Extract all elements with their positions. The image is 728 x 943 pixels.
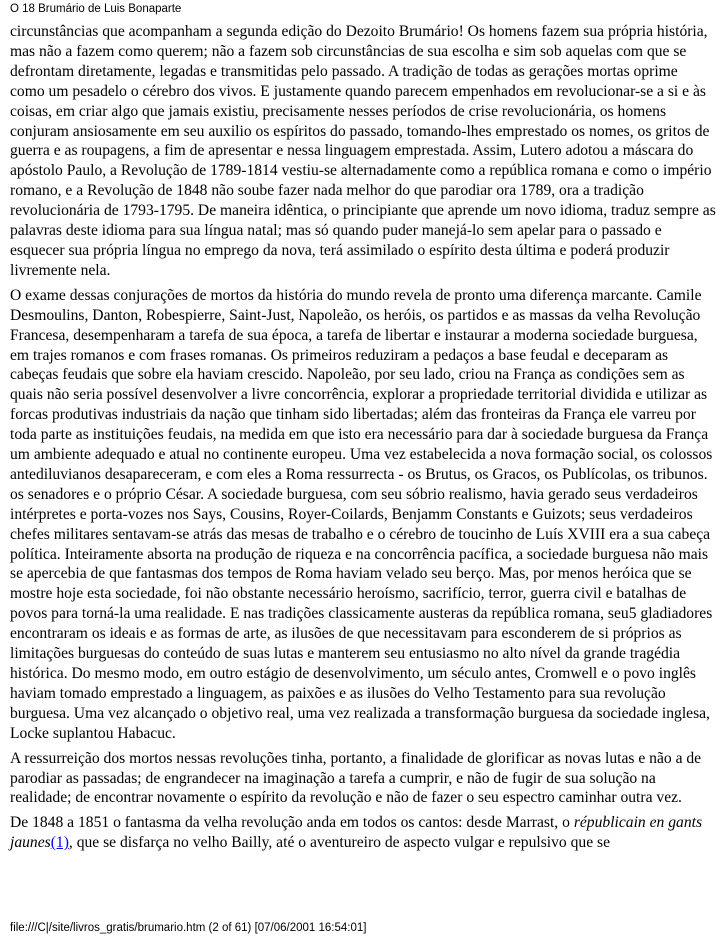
paragraph-4 — [10, 813, 716, 853]
document-body — [10, 22, 716, 858]
page-header-title: O 18 Brumário de Luis Bonaparte — [10, 3, 182, 15]
paragraph-4-italic-phrase: républicain en gants jaunes — [10, 814, 703, 852]
paragraph-4-text-end: , que se disfarça no velho Bailly, até o aventureiro de aspecto vulgar e repulsivo que se — [68, 834, 611, 852]
paragraph-4-text-start: De 1848 a 1851 o fantasma da velha revolução anda em todos os cantos: desde Marrast, o — [10, 814, 574, 832]
page-footer-url: file:///C|/site/livros_gratis/brumario.htm (2 of 61) [07/06/2001 16:54:01] — [10, 922, 367, 934]
paragraph-3: A ressurreição dos mortos nessas revoluções tinha, portanto, a finalidade de glorificar as novas lutas e não a de parodiar as passadas; de engrandecer na imaginação a tarefa a cumprir, e não de fugir de sua solução na realidade; de encontrar novamente o espírito da revolução e não de fazer o seu espectro caminhar outra vez. — [10, 749, 702, 807]
paragraph-1: circunstâncias que acompanham a segunda edição do Dezoito Brumário! Os homens fazem sua própria história, mas não a fazem como querem; não a fazem sob circunstâncias de sua escolha e sim sob aquelas com que se defrontam diretamente, legadas e transmitidas pelo passado. A tradição de todas as gerações mortas oprime como um pesadelo o cérebro dos vivos. E justamente quando parecem empenhados em revolucionar-se a si e às coisas, em criar algo que jamais existiu, precisamente nesses períodos de crise revolucionária, os homens conjuram ansiosamente em seu auxilio os espíritos do passado, tomando-lhes emprestado os nomes, os gritos de guerra e as roupagens, a fim de apresentar e nessa linguagem emprestada. Assim, Lutero adotou a máscara do apóstolo Paulo, a Revolução de 1789-1814 vestiu-se alternadamente como a república romana e como o império romano, e a Revolução de 1848 não soube fazer nada melhor do que parodiar ora 1789, ora a tradição revolucionária de 1793-1795. De maneira idêntica, o principiante que aprende um novo idioma, traduz sempre as palavras deste idioma para sua língua natal; mas só quando puder manejá-lo sem apelar para o passado e esquecer sua própria língua no emprego da nova, terá assimilado o espírito desta última e poderá produzir livremente nela. — [10, 23, 716, 279]
footnote-link-1[interactable]: (1) — [50, 834, 69, 852]
paragraph-2: O exame dessas conjurações de mortos da história do mundo revela de pronto uma diferença marcante. Camile Desmoulins, Danton, Robespierre, Saint-Just, Napoleão, os heróis, os partidos e as massas da velha Revolução Francesa, desempenharam a tarefa de sua época, a tarefa de libertar e instaurar a moderna sociedade burguesa, em trajes romanos e com frases romanas. Os primeiros reduziram a pedaços a base feudal e deceparam as cabeças feudais que sobre ela haviam crescido. Napoleão, por seu lado, criou na França as condições sem as quais não seria possível desenvolver a livre concorrência, explorar a propriedade territorial dividida e utilizar as forcas produtivas industriais da nação que tinham sido libertadas; além das fronteiras da França ele varreu por toda parte as instituições feudais, na medida em que isto era necessário para dar à sociedade burguesa da França um ambiente adequado e atual no continente europeu. Uma vez estabelecida a nova formação social, os colossos antediluvianos desapareceram, e com eles a Roma ressurrecta - os Brutus, os Gracos, os Publícolas, os tribunos. os senadores e o próprio César. A sociedade burguesa, com seu sóbrio realismo, havia gerado seus verdadeiros intérpretes e porta-vozes nos Says, Cousins, Royer-Coilards, Benjamm Constants e Guizots; seus verdadeiros chefes militares sentavam-se atrás das mesas de trabalho e o cérebro de toucinho de Luís XVIII era a sua cabeça política. Inteiramente absorta na produção de riqueza e na concorrência pacífica, a sociedade burguesa não mais se apercebia de que fantasmas dos tempos de Roma haviam velado seu berço. Mas, por menos heróica que se mostre hoje esta sociedade, foi não obstante necessário heroísmo, sacrifício, terror, guerra civil e batalhas de povos para torná-la uma realidade. E nas tradições classicamente austeras da república romana, seu5 gladiadores encontraram os ideais e as formas de arte, as ilusões de que necessitavam para esconderem de si próprios as limitações burguesas do conteúdo de suas lutas e manterem seu entusiasmo no alto nível da grande tragédia histórica. Do mesmo modo, em outro estágio de desenvolvimento, um século antes, Cromwell e o povo inglês haviam tomado emprestado a linguagem, as paixões e as ilusões do Velho Testamento para sua revolução burguesa. Uma vez alcançado o objetivo real, uma vez realizada a transformação burguesa da sociedade inglesa, Locke suplantou Habacuc. — [10, 286, 713, 742]
